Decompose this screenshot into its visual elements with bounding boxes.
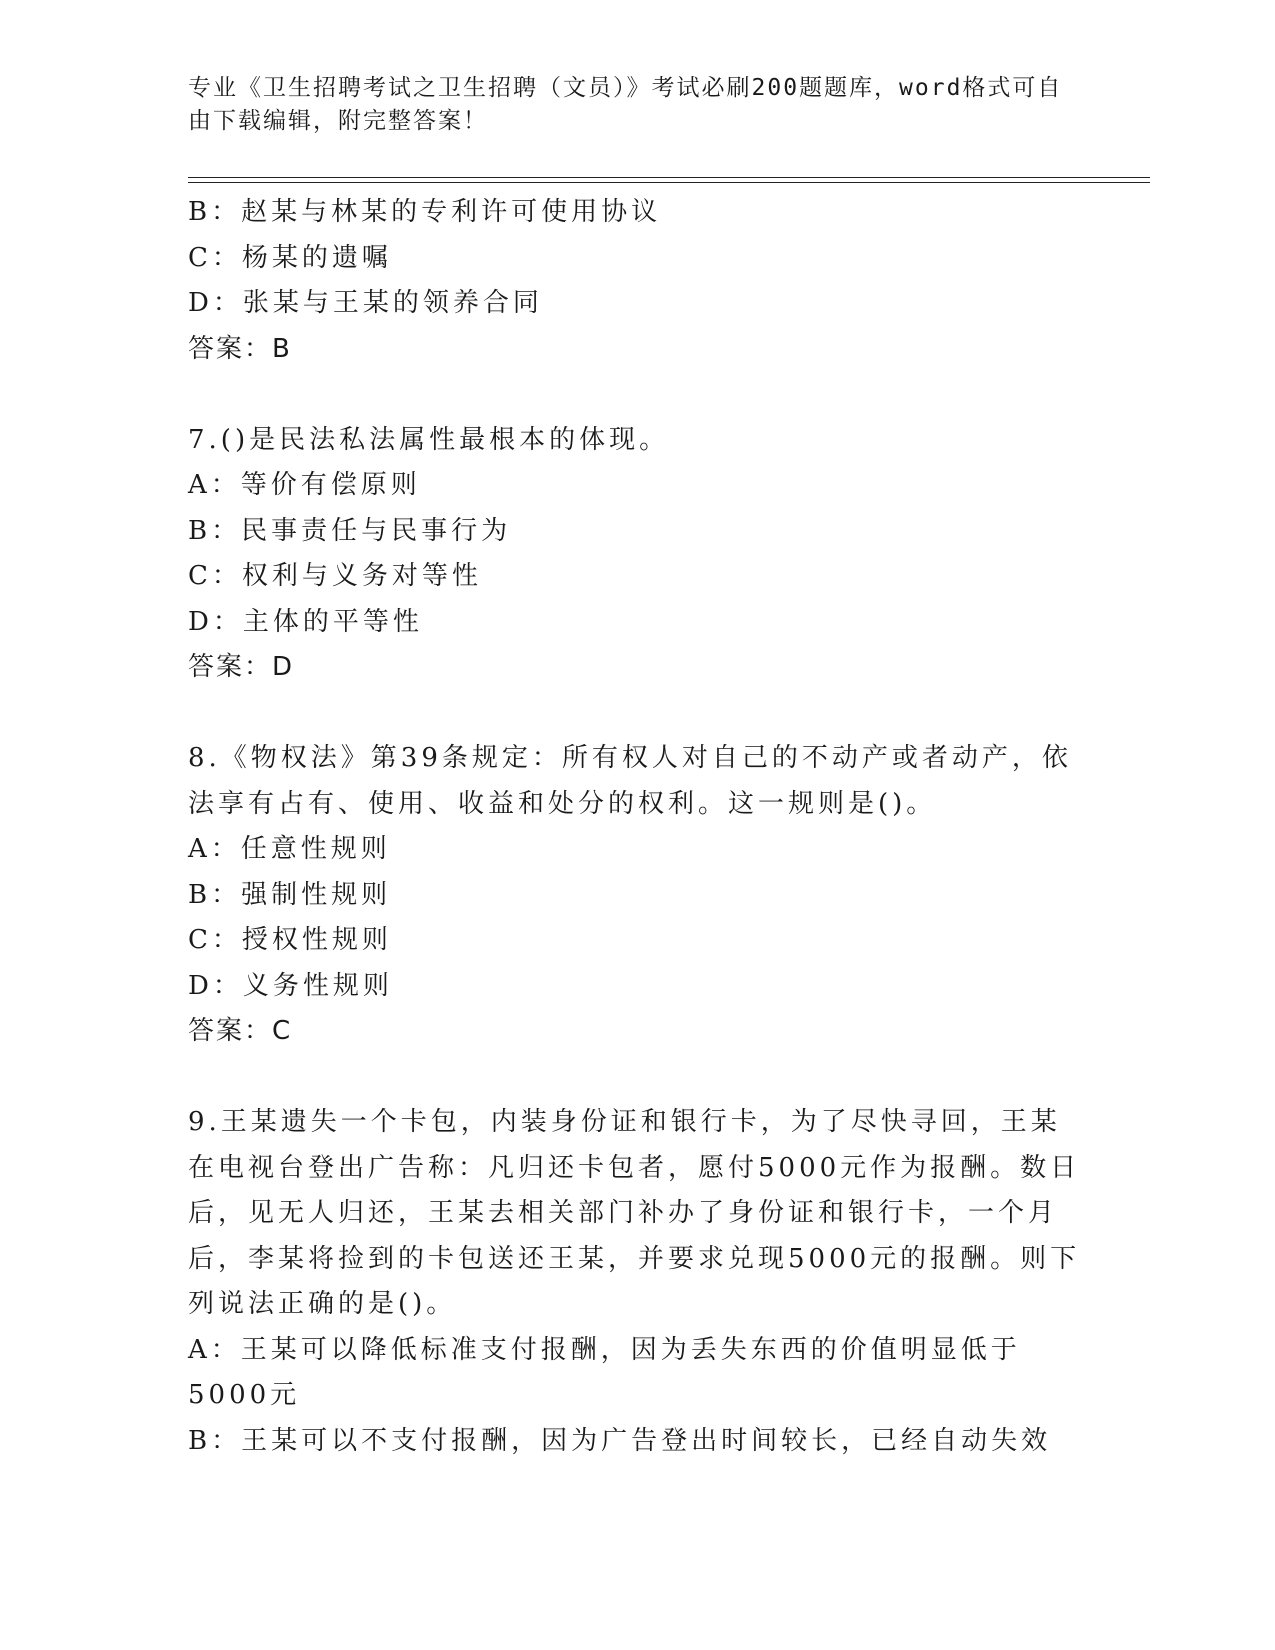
option-a: A：王某可以降低标准支付报酬，因为丢失东西的价值明显低于5000元: [188, 1334, 1021, 1410]
option-c: C：杨某的遗嘱: [188, 242, 392, 273]
option-a: A：等价有偿原则: [188, 470, 421, 500]
option-d: D：张某与王某的领养合同: [188, 288, 543, 318]
option-b: B：强制性规则: [188, 879, 392, 910]
question-6-fragment: [188, 190, 1088, 372]
question-list: [188, 190, 1088, 1464]
answer-line: 答案：B: [188, 333, 292, 364]
question-text: 8.《物权法》第39条规定：所有权人对自己的不动产或者动产，依法享有占有、使用、收益和处分的权利。这一规则是()。: [188, 743, 1072, 819]
spacer: [188, 372, 1088, 418]
option-d: D：主体的平等性: [188, 606, 423, 637]
option-b: B：赵某与林某的专利许可使用协议: [188, 197, 662, 227]
document-header: 专业《卫生招聘考试之卫生招聘（文员）》考试必刷200题题库，word格式可自由下载编辑，附完整答案！: [188, 75, 1063, 134]
spacer: [188, 1055, 1088, 1101]
header-divider-top: [188, 177, 1150, 178]
question-text: 9.王某遗失一个卡包，内装身份证和银行卡，为了尽快寻回，王某在电视台登出广告称：凡归还卡包者，愿付5000元作为报酬。数日后，见无人归还，王某去相关部门补办了身份证和银行卡，一个月后，李某将捡到的卡包送还王某，并要求兑现5000元的报酬。则下列说法正确的是()。: [188, 1107, 1081, 1319]
answer-line: 答案：C: [188, 1016, 293, 1046]
option-d: D：义务性规则: [188, 970, 393, 1001]
option-c: C：权利与义务对等性: [188, 561, 482, 591]
question-9: [188, 1100, 1088, 1464]
question-text: 7.()是民法私法属性最根本的体现。: [188, 424, 670, 455]
option-a: A：任意性规则: [188, 834, 391, 864]
header-divider-bottom: [188, 182, 1150, 183]
question-7: [188, 418, 1088, 691]
option-b: B：民事责任与民事行为: [188, 515, 512, 546]
answer-line: 答案：D: [188, 652, 295, 682]
option-c: C：授权性规则: [188, 925, 392, 955]
question-8: [188, 736, 1088, 1055]
spacer: [188, 691, 1088, 737]
option-b: B：王某可以不支付报酬，因为广告登出时间较长，已经自动失效: [188, 1425, 1052, 1456]
